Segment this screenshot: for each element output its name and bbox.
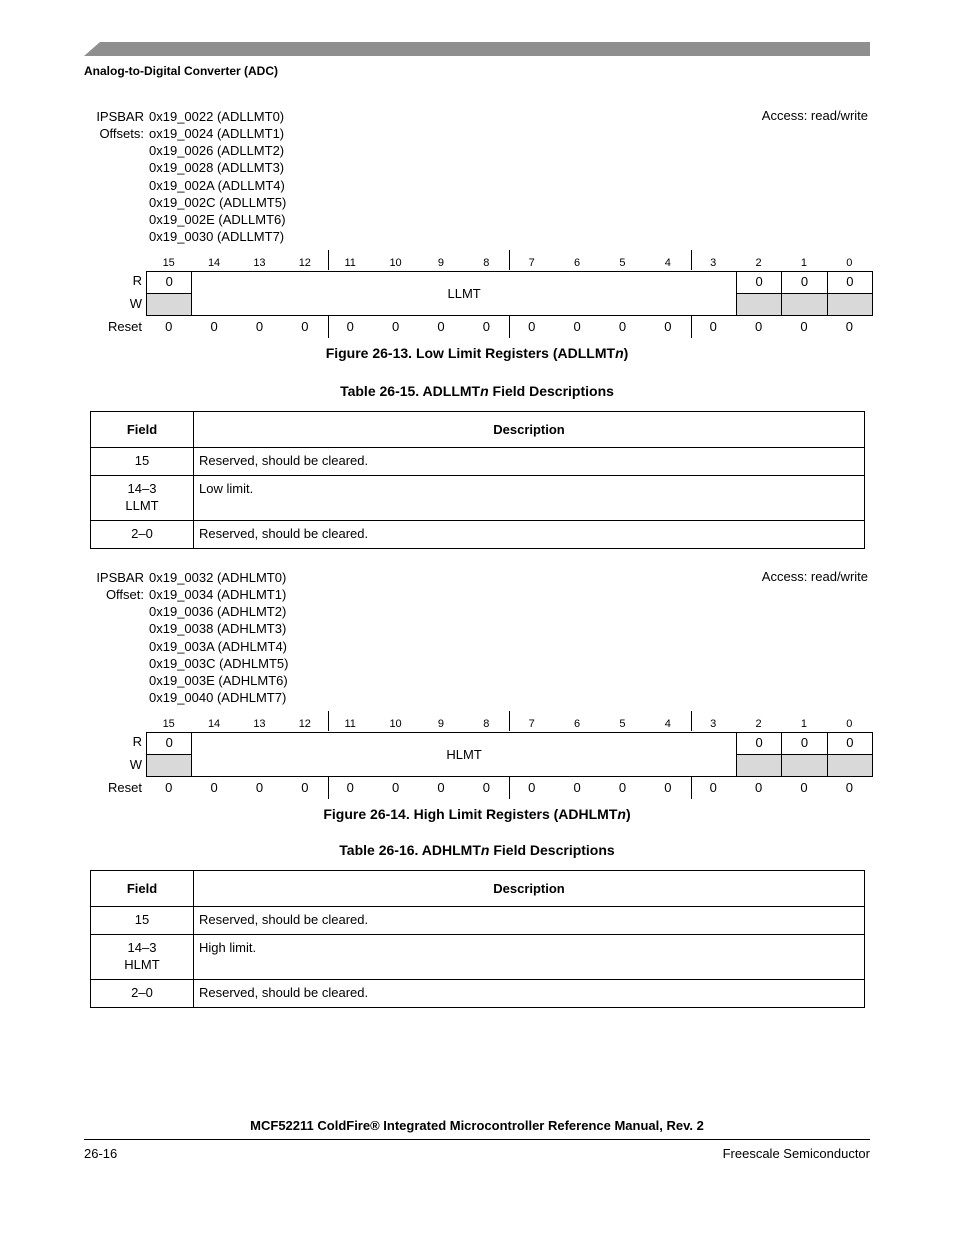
address-line: 0x19_0038 (ADHLMT3) [149,621,287,636]
reset-value: 0 [165,780,173,795]
nibble-divider [509,711,510,731]
bit-number: 10 [389,257,402,269]
low-bit-write-cell [736,293,782,316]
reset-value: 0 [391,780,400,795]
read-row-label: R [132,273,142,288]
bit-number: 15 [162,257,175,269]
reset-value: 0 [255,319,264,334]
bit-number: 9 [437,718,444,730]
column-header-field: Field [91,412,194,448]
register-diagram-adllmt [0,250,954,340]
bit-number: 4 [664,257,671,269]
reset-divider [691,316,692,338]
reset-value: 0 [800,319,808,334]
field-cell: 2–0 [91,521,194,549]
figure-caption: Figure 26-13. Low Limit Registers (ADLLMTn) [325,345,629,361]
table-row [91,476,865,521]
address-line: 0x19_002A (ADLLMT4) [149,178,285,193]
write-row-label: W [129,757,142,772]
reset-row-label: Reset [108,319,142,334]
low-bit-write-cell [736,754,782,777]
low-bit-write-cell [781,754,827,777]
reset-value: 0 [573,780,581,795]
reset-value: 0 [618,780,627,795]
table-row [91,448,865,476]
reset-value: 0 [664,319,672,334]
reset-value: 0 [346,319,354,334]
field-description-table [90,411,865,549]
page-number: 26-16 [84,1146,118,1161]
address-line: 0x19_0028 (ADLLMT3) [149,160,285,175]
nibble-divider [328,711,329,731]
bit-number: 12 [298,718,311,730]
reset-value: 0 [573,319,581,334]
low-bit-read-cell: 0 [736,732,782,755]
bit-number: 13 [253,257,266,269]
table-caption: Table 26-16. ADHLMTn Field Descriptions [339,842,615,858]
column-header-field: Field [91,871,194,907]
bit-number: 11 [344,257,356,269]
low-bit-read-cell: 0 [781,732,827,755]
bit-number: 14 [207,257,221,269]
reset-row-label: Reset [108,780,142,795]
reset-value: 0 [754,780,763,795]
low-bit-write-cell [781,293,827,316]
field-cell: 14–3 LLMT [91,476,194,521]
access-label: Access: read/write [761,569,868,584]
bit-number: 8 [483,257,490,269]
ipsbar-label: IPSBAR [96,570,144,585]
bit-number: 11 [344,718,356,730]
address-line: 0x19_0022 (ADLLMT0) [149,109,285,124]
address-line: 0x19_0036 (ADHLMT2) [149,604,287,619]
reset-value: 0 [754,319,763,334]
address-line: 0x19_003C (ADHLMT5) [149,656,289,671]
description-cell: Reserved, should be cleared. [194,448,865,476]
reset-value: 0 [709,319,717,334]
address-line: 0x19_0030 (ADLLMT7) [149,229,285,244]
nibble-divider [691,711,692,731]
bit-number: 8 [483,718,490,730]
address-line: 0x19_0032 (ADHLMT0) [149,570,287,585]
bit-number: 7 [528,257,535,269]
bit15-write-cell [146,293,192,316]
address-line: 0x19_003A (ADHLMT4) [149,639,288,654]
footer-title: MCF52211 ColdFire® Integrated Microcontroller Reference Manual, Rev. 2 [250,1118,704,1133]
write-row-label: W [129,296,142,311]
bit-number: 9 [437,257,444,269]
nibble-divider [509,250,510,270]
reset-value: 0 [391,319,400,334]
bit-number: 0 [846,257,853,269]
reset-value: 0 [437,780,445,795]
bit-number: 6 [574,257,581,269]
description-cell: Reserved, should be cleared. [194,980,865,1008]
publisher: Freescale Semiconductor [722,1146,870,1161]
field-cell: 2–0 [91,980,194,1008]
description-cell: Reserved, should be cleared. [194,521,865,549]
bit15-read-cell: 0 [146,271,192,294]
bit15-write-cell [146,754,192,777]
bit-number: 1 [800,257,807,269]
reset-divider [509,316,510,338]
description-cell: Reserved, should be cleared. [194,907,865,935]
reset-value: 0 [346,780,354,795]
bit-number: 12 [298,257,311,269]
field-cell: 14–3 HLMT [91,935,194,980]
bit15-read-cell: 0 [146,732,192,755]
bit-number: 5 [619,718,626,730]
reset-divider [691,777,692,799]
reset-value: 0 [664,780,672,795]
figure-caption: Figure 26-14. High Limit Registers (ADHLMTn) [323,806,631,822]
footer-rule [84,1139,870,1140]
bit-number: 3 [710,257,717,269]
reset-value: 0 [437,319,445,334]
field-cell: 15 [91,448,194,476]
column-header-description: Description [194,412,865,448]
column-header-description: Description [194,871,865,907]
read-row-label: R [132,734,142,749]
table-row [91,907,865,935]
nibble-divider [691,250,692,270]
offsets-label: Offset: [105,587,144,602]
reset-value: 0 [482,780,490,795]
low-bit-read-cell: 0 [781,271,827,294]
reset-value: 0 [482,319,490,334]
reset-value: 0 [528,319,536,334]
bit-number: 1 [800,718,807,730]
address-line: ox19_0024 (ADLLMT1) [149,126,285,141]
address-line: 0x19_002C (ADLLMT5) [149,195,287,210]
bit-number: 2 [755,718,762,730]
reset-value: 0 [210,780,218,795]
bit-number: 15 [162,718,175,730]
bit-number: 5 [619,257,626,269]
reset-value: 0 [845,319,853,334]
reset-divider [509,777,510,799]
offsets-label: Offsets: [99,126,144,141]
field-cell: 15 [91,907,194,935]
address-line: 0x19_0026 (ADLLMT2) [149,143,285,158]
bit-number: 14 [207,718,221,730]
reset-value: 0 [528,780,536,795]
ipsbar-label: IPSBAR [96,109,144,124]
access-label: Access: read/write [761,108,868,123]
address-line: 0x19_0034 (ADHLMT1) [149,587,287,602]
reset-value: 0 [845,780,853,795]
address-line: 0x19_0040 (ADHLMT7) [149,690,287,705]
reset-value: 0 [301,780,309,795]
bit-number: 13 [253,718,266,730]
bit-number: 4 [664,718,671,730]
low-bit-read-cell: 0 [827,271,873,294]
field-description-table [90,870,865,1008]
running-head: Analog-to-Digital Converter (ADC) [84,64,278,78]
reset-value: 0 [301,319,309,334]
bit-number: 0 [846,718,853,730]
reset-value: 0 [800,780,808,795]
header-bar [84,42,870,56]
field-box: LLMT [191,271,737,316]
table-row [91,521,865,549]
low-bit-read-cell: 0 [827,732,873,755]
reset-value: 0 [618,319,627,334]
reset-value: 0 [165,319,173,334]
table-caption: Table 26-15. ADLLMTn Field Descriptions [340,383,614,399]
register-diagram-adhlmt [0,711,954,801]
reset-value: 0 [255,780,264,795]
low-bit-write-cell [827,754,873,777]
description-cell: High limit. [194,935,865,980]
low-bit-write-cell [827,293,873,316]
low-bit-read-cell: 0 [736,271,782,294]
bit-number: 7 [528,718,535,730]
bit-number: 10 [389,718,402,730]
address-line: 0x19_003E (ADHLMT6) [149,673,288,688]
bit-number: 3 [710,718,717,730]
reset-value: 0 [709,780,717,795]
address-line: 0x19_002E (ADLLMT6) [149,212,286,227]
reset-divider [328,777,329,799]
bit-number: 2 [755,257,762,269]
reset-divider [328,316,329,338]
nibble-divider [328,250,329,270]
field-box: HLMT [191,732,737,777]
table-row [91,935,865,980]
description-cell: Low limit. [194,476,865,521]
table-row [91,980,865,1008]
reset-value: 0 [210,319,218,334]
bit-number: 6 [574,718,581,730]
